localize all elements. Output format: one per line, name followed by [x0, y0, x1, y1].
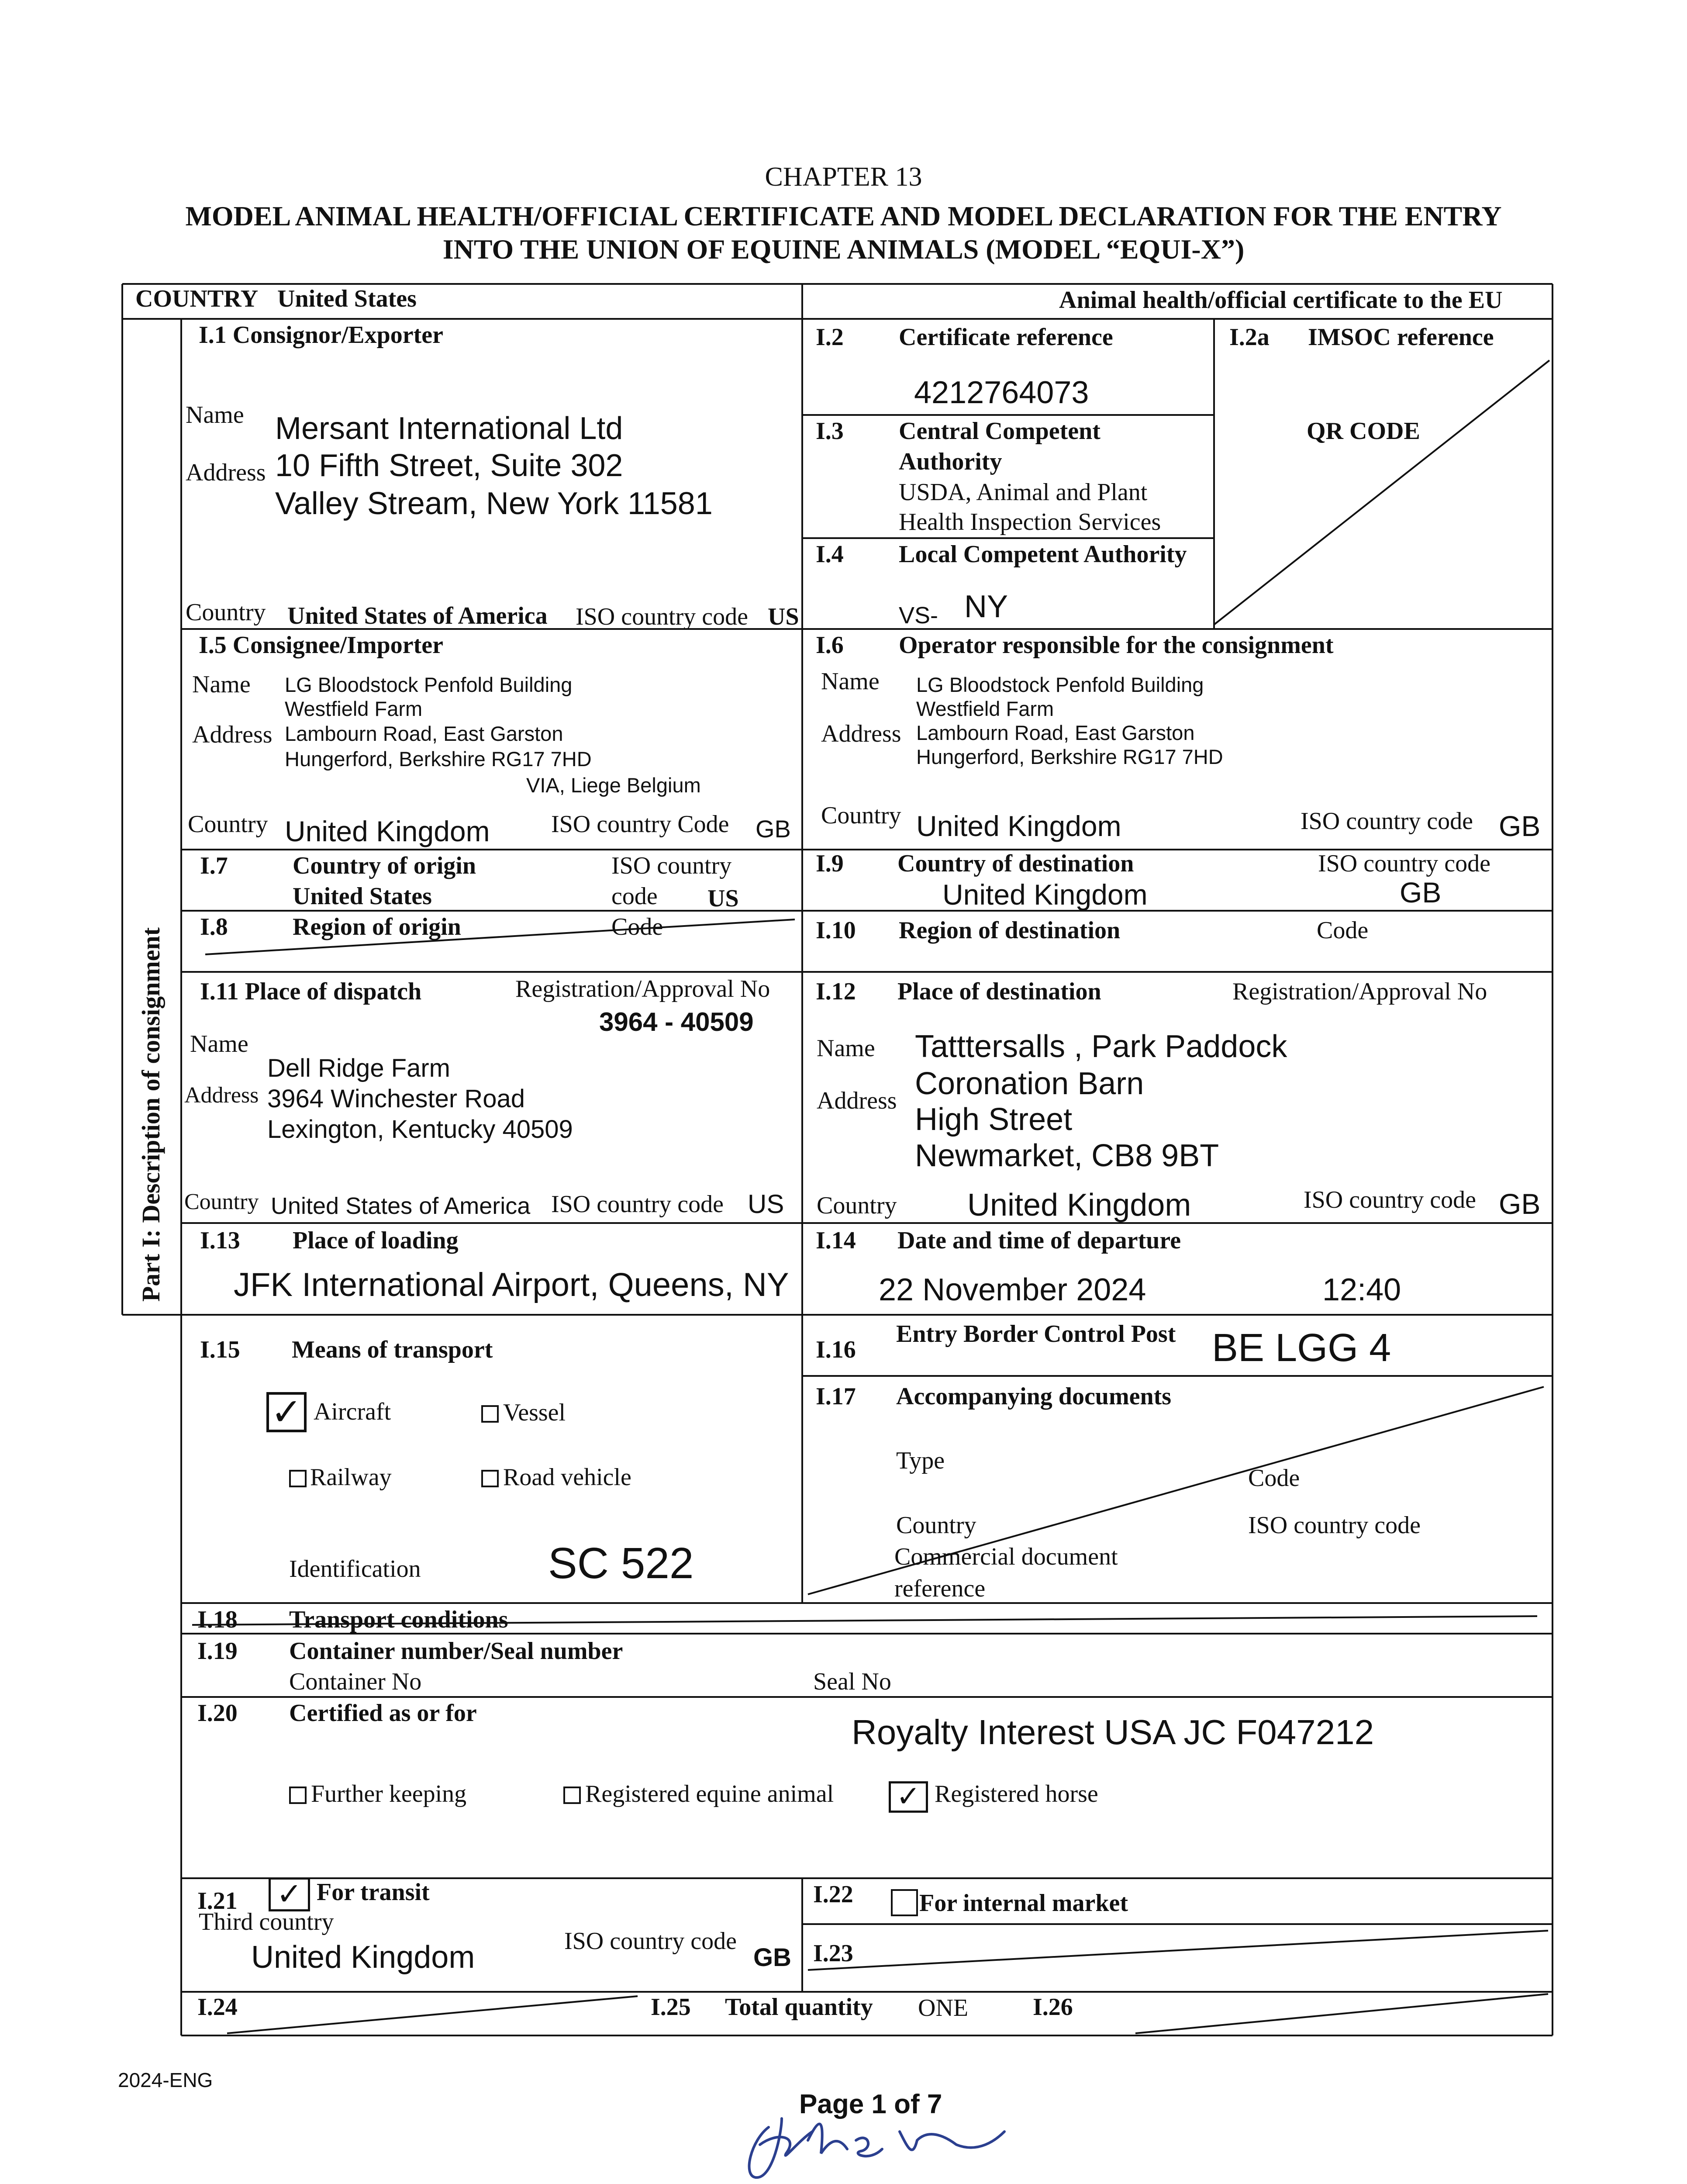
i12-address-label: Address — [817, 1087, 897, 1114]
further-keeping-label: Further keeping — [311, 1780, 467, 1807]
i6-address-line2: Hungerford, Berkshire RG17 7HD — [916, 745, 1223, 768]
i5-address-line2: Hungerford, Berkshire RG17 7HD — [285, 747, 592, 771]
i22-num: I.22 — [813, 1881, 853, 1908]
i5-address-label: Address — [192, 721, 273, 748]
i2-num: I.2 — [816, 324, 844, 351]
i11-name-label: Name — [190, 1030, 248, 1057]
i5-country-label: Country — [188, 811, 268, 838]
edition-label: 2024-ENG — [118, 2069, 213, 2091]
i17-num: I.17 — [816, 1383, 856, 1410]
i22-label: For internal market — [919, 1890, 1128, 1917]
i25-num: I.25 — [651, 1994, 691, 2021]
i2-label: Certificate reference — [899, 324, 1113, 351]
qr-code-placeholder: QR CODE — [1307, 418, 1420, 445]
i6-iso: GB — [1499, 810, 1541, 842]
registered-equine-label: Registered equine animal — [585, 1780, 834, 1807]
title-line-1: MODEL ANIMAL HEALTH/OFFICIAL CERTIFICATE AND MODEL DECLARATION FOR THE ENTRY — [185, 200, 1502, 232]
i6-label: Operator responsible for the consignment — [899, 632, 1334, 659]
i25-value: ONE — [918, 1994, 969, 2022]
seal-no-label: Seal No — [813, 1668, 891, 1695]
i25-label: Total quantity — [725, 1994, 873, 2021]
i6-country-label: Country — [821, 802, 901, 829]
i17-country-label: Country — [896, 1512, 976, 1539]
identification-value: SC 522 — [548, 1539, 694, 1588]
i1-address-label: Address — [186, 459, 266, 486]
i11-reg-value: 3964 - 40509 — [599, 1007, 754, 1037]
registered-horse-checkbox[interactable]: ✓ — [889, 1781, 928, 1813]
i10-label: Region of destination — [899, 917, 1121, 944]
i12-country-label: Country — [817, 1192, 897, 1219]
third-country-label: Third country — [199, 1908, 334, 1935]
i11-country-label: Country — [184, 1189, 259, 1214]
i14-num: I.14 — [816, 1227, 856, 1254]
i5-name-line1: LG Bloodstock Penfold Building — [285, 673, 573, 696]
i8-code-label: Code — [611, 913, 663, 940]
i12-country: United Kingdom — [967, 1188, 1191, 1223]
i12-address-line3: Newmarket, CB8 9BT — [915, 1138, 1219, 1173]
i1-country: United States of America — [287, 602, 548, 629]
i18-num: I.18 — [197, 1606, 238, 1633]
further-keeping-checkbox[interactable] — [289, 1787, 307, 1804]
i3-value-line2: Health Inspection Services — [899, 508, 1161, 536]
i20-num: I.20 — [197, 1700, 238, 1727]
i6-address-line1: Lambourn Road, East Garston — [916, 721, 1195, 744]
for-transit-checkbox[interactable]: ✓ — [269, 1877, 310, 1911]
registered-equine-checkbox[interactable] — [563, 1787, 581, 1804]
vessel-checkbox[interactable] — [481, 1405, 499, 1423]
i12-reg-label: Registration/Approval No — [1232, 978, 1487, 1005]
i1-country-label: Country — [186, 599, 266, 626]
i17-commercial-line1: Commercial document — [894, 1543, 1118, 1570]
i10-num: I.10 — [816, 917, 856, 944]
i9-value: United Kingdom — [942, 878, 1148, 911]
i6-iso-label: ISO country code — [1301, 808, 1473, 835]
i17-iso-label: ISO country code — [1248, 1512, 1421, 1539]
i15-label: Means of transport — [292, 1336, 493, 1363]
i1-iso: US — [768, 603, 799, 630]
i6-name-line1: LG Bloodstock Penfold Building — [916, 673, 1204, 696]
i9-label: Country of destination — [897, 850, 1134, 877]
i15-num: I.15 — [200, 1336, 240, 1363]
i21-country: United Kingdom — [251, 1940, 475, 1975]
i7-iso-label-line2: code — [611, 883, 658, 910]
page-number: Page 1 of 7 — [799, 2089, 942, 2119]
i11-iso-label: ISO country code — [551, 1191, 724, 1218]
i24-num: I.24 — [197, 1994, 238, 2021]
i9-num: I.9 — [816, 850, 844, 877]
i4-label: Local Competent Authority — [899, 541, 1187, 568]
i7-value: United States — [293, 883, 432, 910]
i12-address-line1: Coronation Barn — [915, 1066, 1144, 1101]
i9-iso-label: ISO country code — [1318, 850, 1491, 877]
i9-iso: GB — [1400, 876, 1442, 909]
i6-name-line2: Westfield Farm — [916, 697, 1054, 720]
i11-reg-label: Registration/Approval No — [515, 975, 770, 1002]
i1-label: I.1 Consignor/Exporter — [199, 321, 443, 349]
i5-iso-label: ISO country Code — [551, 811, 729, 838]
i11-iso: US — [748, 1189, 784, 1219]
identification-label: Identification — [289, 1555, 421, 1583]
country-value: United States — [277, 285, 417, 312]
i19-num: I.19 — [197, 1638, 238, 1665]
i26-num: I.26 — [1033, 1994, 1073, 2021]
i14-time: 12:40 — [1322, 1272, 1401, 1307]
i16-label: Entry Border Control Post — [896, 1320, 1176, 1348]
i17-code-label: Code — [1248, 1465, 1300, 1492]
i4-prefix: VS- — [899, 602, 938, 629]
i11-address-label: Address — [184, 1083, 259, 1108]
title-line-2: INTO THE UNION OF EQUINE ANIMALS (MODEL “EQUI-X”) — [442, 234, 1245, 265]
i17-type-label: Type — [896, 1447, 945, 1474]
i6-country: United Kingdom — [916, 810, 1121, 842]
i7-num: I.7 — [200, 852, 228, 879]
i13-label: Place of loading — [293, 1227, 459, 1254]
i6-address-label: Address — [821, 720, 901, 747]
i14-date: 22 November 2024 — [879, 1272, 1146, 1307]
vessel-label: Vessel — [503, 1399, 566, 1426]
i4-value: NY — [964, 589, 1008, 624]
railway-label: Railway — [310, 1464, 392, 1491]
i11-address-line2: Lexington, Kentucky 40509 — [267, 1115, 573, 1144]
i8-label: Region of origin — [293, 913, 461, 940]
i5-country: United Kingdom — [285, 815, 490, 847]
i5-address-line3: VIA, Liege Belgium — [526, 774, 701, 797]
i20-label: Certified as or for — [289, 1700, 477, 1727]
i13-value: JFK International Airport, Queens, NY — [234, 1266, 789, 1303]
i3-value-line1: USDA, Animal and Plant — [899, 479, 1148, 506]
i2-certificate-number: 4212764073 — [914, 375, 1089, 410]
i16-value: BE LGG 4 — [1212, 1326, 1391, 1370]
i18-label: Transport conditions — [289, 1606, 508, 1633]
i17-label: Accompanying documents — [896, 1383, 1172, 1410]
i5-label: I.5 Consignee/Importer — [199, 632, 443, 659]
i19-label: Container number/Seal number — [289, 1638, 623, 1665]
i11-name: Dell Ridge Farm — [267, 1054, 450, 1082]
i12-iso-label: ISO country code — [1304, 1186, 1477, 1213]
i12-name: Tatttersalls , Park Paddock — [915, 1029, 1287, 1064]
i21-iso-label: ISO country code — [564, 1928, 737, 1955]
i1-name: Mersant International Ltd — [275, 411, 623, 446]
i5-address-line1: Lambourn Road, East Garston — [285, 722, 563, 745]
i3-label-line1: Central Competent — [899, 418, 1101, 445]
i5-name-line2: Westfield Farm — [285, 697, 423, 720]
i11-address-line1: 3964 Winchester Road — [267, 1085, 525, 1113]
i6-name-label: Name — [821, 668, 880, 695]
part-1-side-label: Part I: Description of consignment — [137, 927, 165, 1302]
for-transit-label: For transit — [317, 1879, 430, 1906]
i12-num: I.12 — [816, 978, 856, 1005]
i12-name-label: Name — [817, 1035, 875, 1062]
aircraft-checkbox[interactable]: ✓ — [266, 1392, 307, 1432]
i1-name-label: Name — [186, 401, 244, 429]
i23-num: I.23 — [813, 1940, 853, 1967]
i12-label: Place of destination — [897, 978, 1101, 1005]
country-label: COUNTRY — [135, 285, 259, 312]
i2a-num: I.2a — [1229, 324, 1270, 351]
container-no-label: Container No — [289, 1668, 422, 1695]
i12-iso: GB — [1499, 1188, 1541, 1220]
i10-code-label: Code — [1317, 917, 1369, 944]
i11-country: United States of America — [271, 1193, 531, 1219]
i20-value: Royalty Interest USA JC F047212 — [852, 1713, 1374, 1752]
i16-num: I.16 — [816, 1336, 856, 1363]
i5-iso: GB — [756, 815, 791, 843]
internal-market-checkbox[interactable] — [891, 1889, 918, 1916]
aircraft-label: Aircraft — [314, 1398, 391, 1425]
i1-iso-label: ISO country code — [576, 603, 749, 630]
road-vehicle-checkbox[interactable] — [481, 1470, 499, 1487]
i1-address-line2: Valley Stream, New York 11581 — [275, 486, 713, 521]
i7-iso: US — [707, 885, 739, 912]
i11-label: I.11 Place of dispatch — [200, 978, 422, 1005]
i2a-label: IMSOC reference — [1308, 324, 1494, 351]
i21-iso: GB — [753, 1943, 791, 1972]
chapter-heading: CHAPTER 13 — [765, 162, 922, 192]
i4-num: I.4 — [816, 541, 844, 568]
i14-label: Date and time of departure — [897, 1227, 1181, 1254]
i8-num: I.8 — [200, 913, 228, 940]
road-vehicle-label: Road vehicle — [503, 1464, 631, 1491]
certificate-type: Animal health/official certificate to the EU — [1059, 287, 1503, 314]
i7-iso-label-line1: ISO country — [611, 852, 732, 879]
railway-checkbox[interactable] — [289, 1470, 307, 1487]
i7-label: Country of origin — [293, 852, 476, 879]
i13-num: I.13 — [200, 1227, 240, 1254]
i5-name-label: Name — [192, 671, 251, 698]
i6-num: I.6 — [816, 632, 844, 659]
i17-commercial-line2: reference — [894, 1575, 986, 1602]
i21-num: I.21 — [197, 1887, 238, 1914]
i1-address-line1: 10 Fifth Street, Suite 302 — [275, 448, 623, 483]
i3-num: I.3 — [816, 418, 844, 445]
registered-horse-label: Registered horse — [935, 1780, 1098, 1807]
i3-label-line2: Authority — [899, 448, 1002, 475]
i12-address-line2: High Street — [915, 1102, 1073, 1137]
